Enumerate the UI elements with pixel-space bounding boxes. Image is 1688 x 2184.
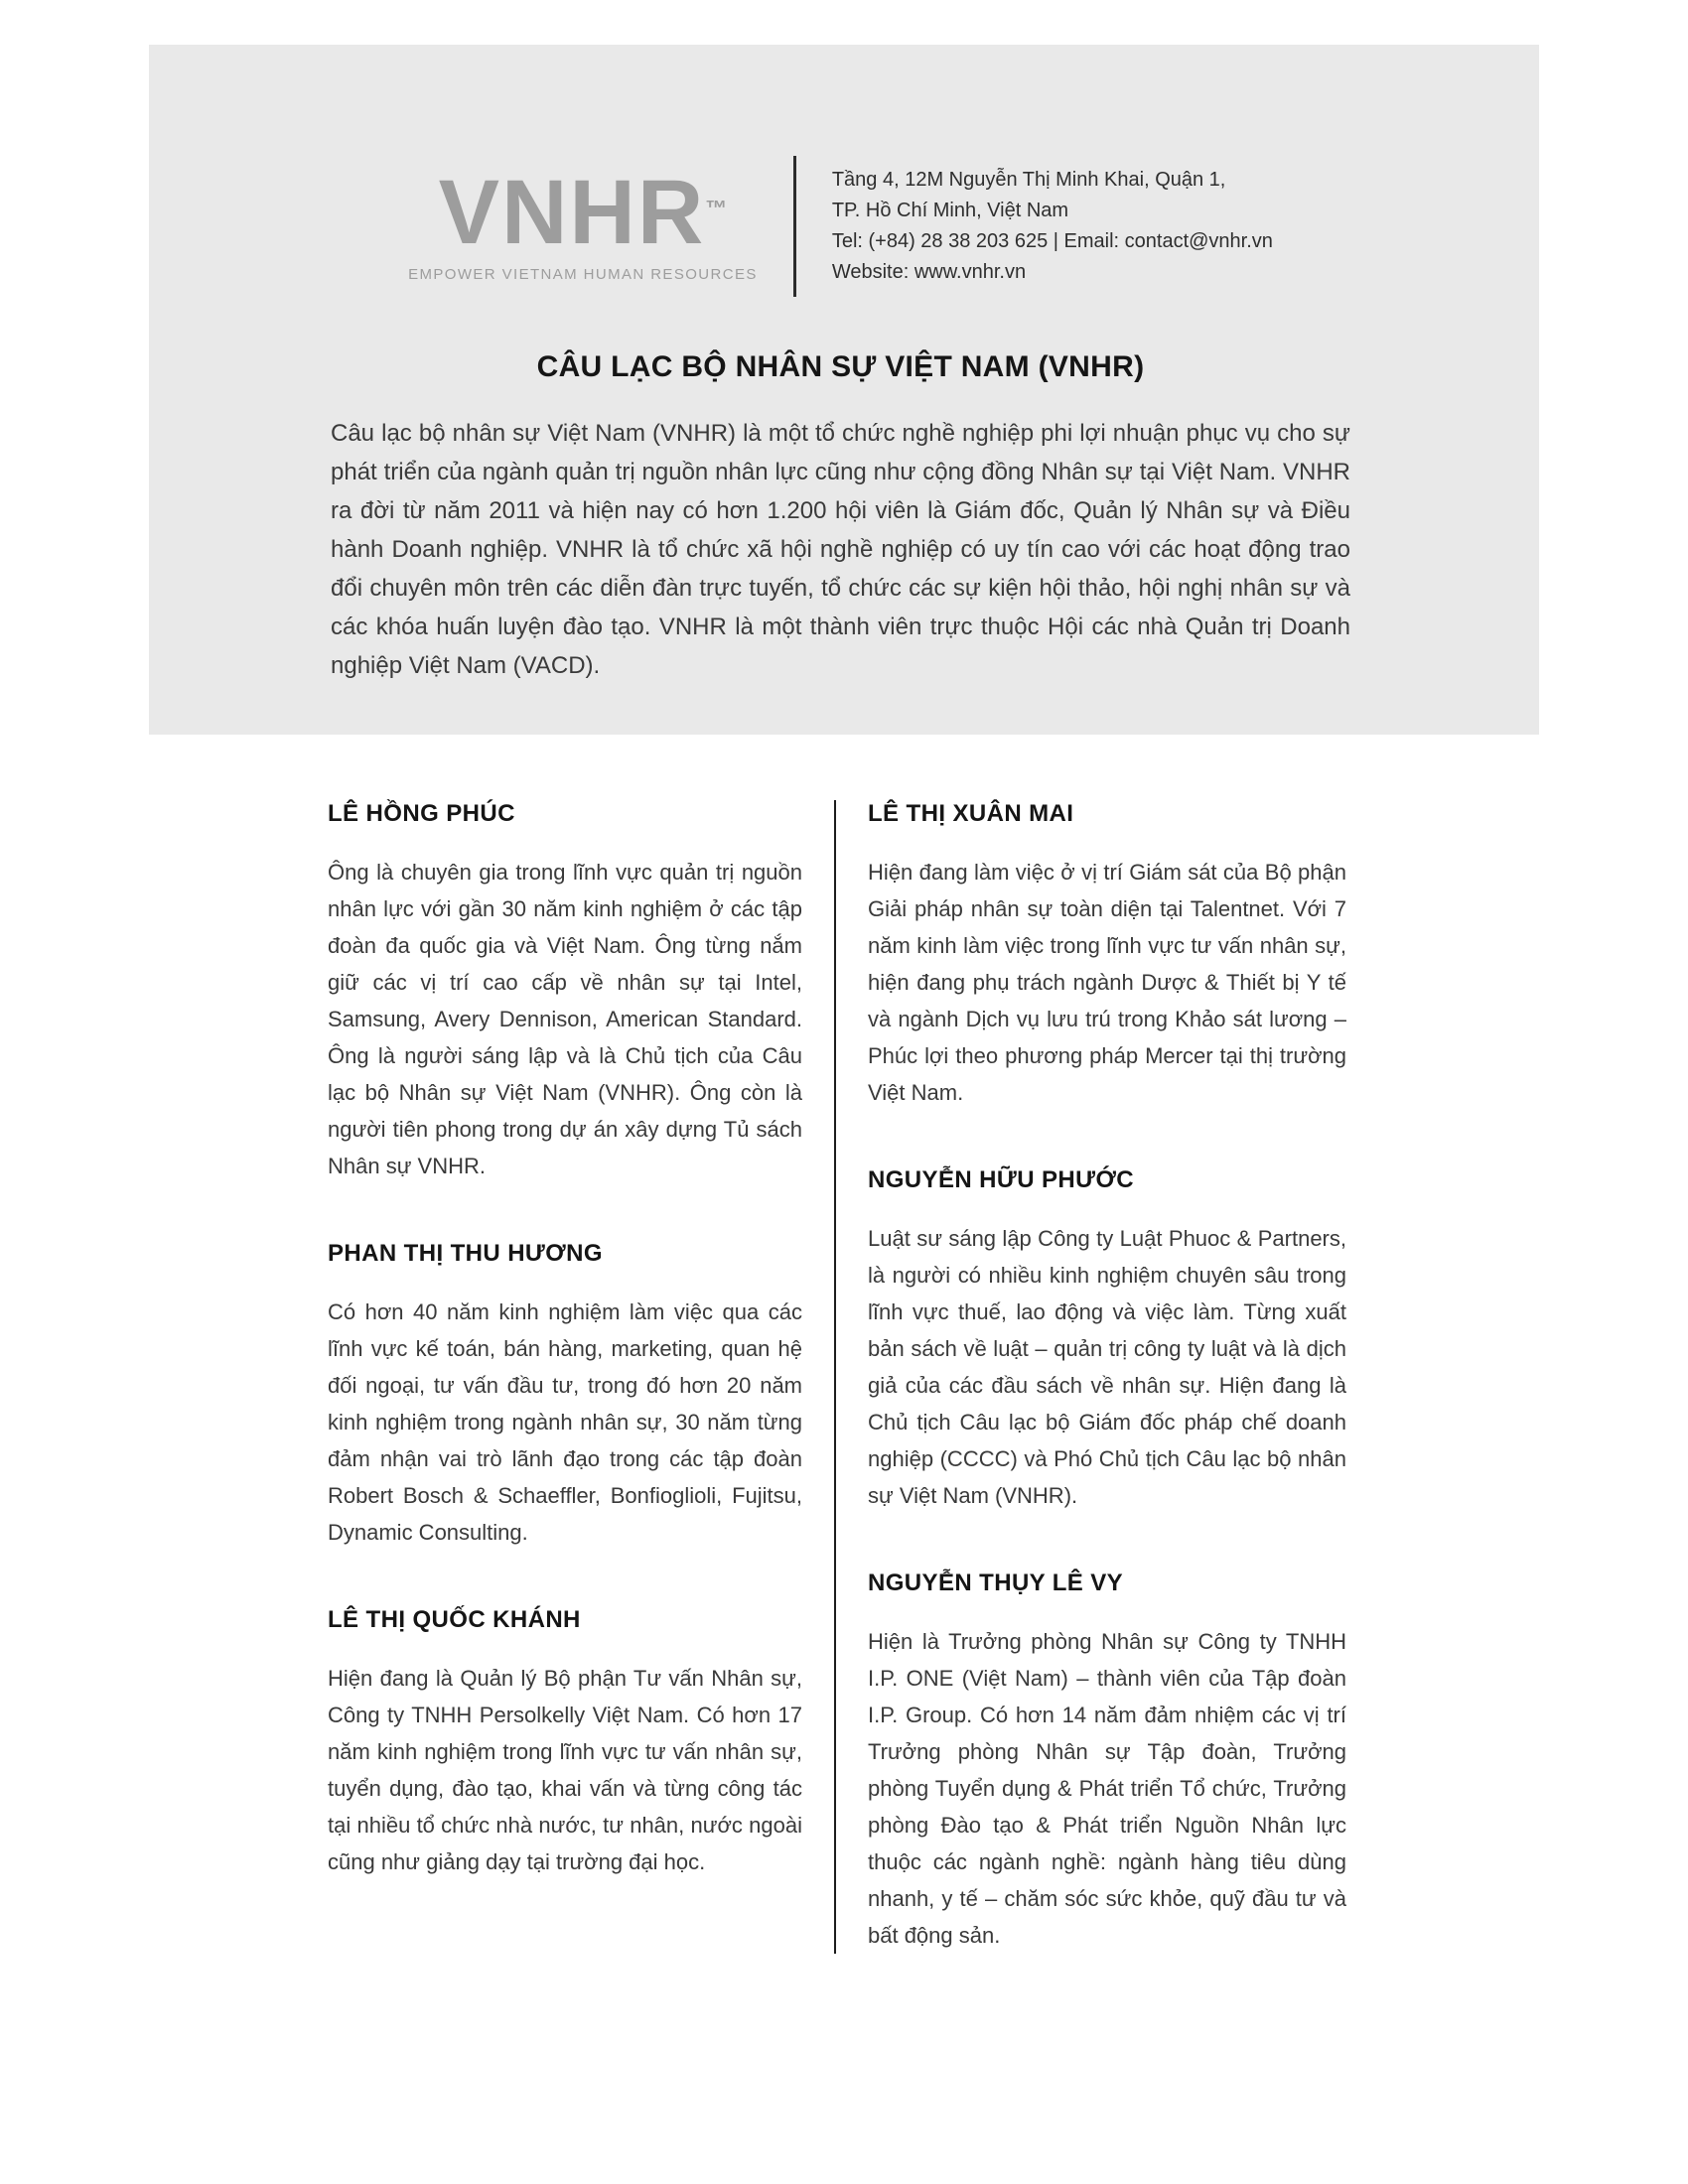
logo-tagline: EMPOWER VIETNAM HUMAN RESOURCES <box>408 266 758 284</box>
bios-section <box>328 800 1346 1954</box>
bio-name: NGUYỄN HỮU PHƯỚC <box>868 1166 1135 1193</box>
vnhr-logo <box>408 161 758 284</box>
contact-tel-email: Tel: (+84) 28 38 203 625 | Email: contact@vnhr.vn <box>831 230 1273 252</box>
bio-item <box>328 800 802 1184</box>
bios-column-divider <box>834 800 836 1954</box>
logo-row <box>331 156 1350 297</box>
logo-wordmark <box>408 161 758 263</box>
bio-name: LÊ HỒNG PHÚC <box>328 800 515 827</box>
contact-website: Website: www.vnhr.vn <box>831 261 1027 283</box>
bio-item <box>328 1240 802 1551</box>
bio-item <box>868 800 1346 1111</box>
bios-left-column <box>328 800 802 1954</box>
trademark-symbol: ™ <box>705 195 728 220</box>
page-title: CÂU LẠC BỘ NHÂN SỰ VIỆT NAM (VNHR) <box>536 350 1145 383</box>
bio-name: LÊ THỊ XUÂN MAI <box>868 800 1074 827</box>
bio-text: Ông là chuyên gia trong lĩnh vực quản trị nguồn nhân lực với gần 30 năm kinh nghiệm ở các tập đoàn đa quốc gia và Việt Nam. Ông từng nắm giữ các vị trí cao cấp về nhân sự tại Intel, Samsung, Avery Dennison, American Standard. Ông là người sáng lập và là Chủ tịch của Câu lạc bộ Nhân sự Việt Nam (VNHR). Ông còn là người tiên phong trong dự án xây dựng Tủ sách Nhân sự VNHR. <box>328 860 802 1178</box>
contact-address-line-1: Tầng 4, 12M Nguyễn Thị Minh Khai, Quận 1, <box>831 169 1226 191</box>
bio-text: Có hơn 40 năm kinh nghiệm làm việc qua các lĩnh vực kế toán, bán hàng, marketing, quan hệ đối ngoại, tư vấn đầu tư, trong đó hơn 20 năm kinh nghiệm trong ngành nhân sự, 30 năm từng đảm nhận vai trò lãnh đạo trong các tập đoàn Robert Bosch & Schaeffler, Bonfioglioli, Fujitsu, Dynamic Consulting. <box>328 1299 802 1545</box>
bio-name: NGUYỄN THỤY LÊ VY <box>868 1570 1124 1596</box>
bio-item <box>328 1606 802 1880</box>
logo-contact-divider <box>793 156 796 297</box>
header-box <box>149 45 1539 735</box>
bio-text: Hiện đang làm việc ở vị trí Giám sát của Bộ phận Giải pháp nhân sự toàn diện tại Talentnet. Với 7 năm kinh làm việc trong lĩnh vực tư vấn nhân sự, hiện đang phụ trách ngành Dược & Thiết bị Y tế và ngành Dịch vụ lưu trú trong Khảo sát lương – Phúc lợi theo phương pháp Mercer tại thị trường Việt Nam. <box>868 860 1346 1105</box>
bio-name: PHAN THỊ THU HƯƠNG <box>328 1240 603 1267</box>
contact-info <box>832 165 1273 288</box>
bio-item <box>868 1570 1346 1954</box>
bios-right-column <box>868 800 1346 1954</box>
intro-paragraph: Câu lạc bộ nhân sự Việt Nam (VNHR) là một tổ chức nghề nghiệp phi lợi nhuận phục vụ cho sự phát triển của ngành quản trị nguồn nhân lực cũng như cộng đồng Nhân sự tại Việt Nam. VNHR ra đời từ năm 2011 và hiện nay có hơn 1.200 hội viên là Giám đốc, Quản lý Nhân sự và Điều hành Doanh nghiệp. VNHR là tổ chức xã hội nghề nghiệp có uy tín cao với các hoạt động trao đổi chuyên môn trên các diễn đàn trực tuyến, tổ chức các sự kiện hội thảo, hội nghị nhân sự và các khóa huấn luyện đào tạo. VNHR là một thành viên trực thuộc Hội các nhà Quản trị Doanh nghiệp Việt Nam (VACD). <box>331 420 1350 679</box>
bio-name: LÊ THỊ QUỐC KHÁNH <box>328 1606 581 1633</box>
bio-text: Hiện là Trưởng phòng Nhân sự Công ty TNHH I.P. ONE (Việt Nam) – thành viên của Tập đoàn I.P. Group. Có hơn 14 năm đảm nhiệm các vị trí Trưởng phòng Nhân sự Tập đoàn, Trưởng phòng Tuyển dụng & Phát triển Tổ chức, Trưởng phòng Đào tạo & Phát triển Nguồn Nhân lực thuộc các ngành nghề: ngành hàng tiêu dùng nhanh, y tế – chăm sóc sức khỏe, quỹ đầu tư và bất động sản. <box>868 1629 1346 1948</box>
bio-text: Hiện đang là Quản lý Bộ phận Tư vấn Nhân sự, Công ty TNHH Persolkelly Việt Nam. Có hơn 17 năm kinh nghiệm trong lĩnh vực tư vấn nhân sự, tuyển dụng, đào tạo, khai vấn và từng công tác tại nhiều tổ chức nhà nước, tư nhân, nước ngoài cũng như giảng dạy tại trường đại học. <box>328 1666 802 1874</box>
logo-text: VNHR <box>438 161 706 263</box>
contact-address-line-2: TP. Hồ Chí Minh, Việt Nam <box>831 200 1069 221</box>
bio-text: Luật sư sáng lập Công ty Luật Phuoc & Partners, là người có nhiều kinh nghiệm chuyên sâu trong lĩnh vực thuế, lao động và việc làm. Từng xuất bản sách về luật – quản trị công ty luật và là dịch giả của các đầu sách về nhân sự. Hiện đang là Chủ tịch Câu lạc bộ Giám đốc pháp chế doanh nghiệp (CCCC) và Phó Chủ tịch Câu lạc bộ nhân sự Việt Nam (VNHR). <box>868 1226 1346 1508</box>
bio-item <box>868 1166 1346 1514</box>
